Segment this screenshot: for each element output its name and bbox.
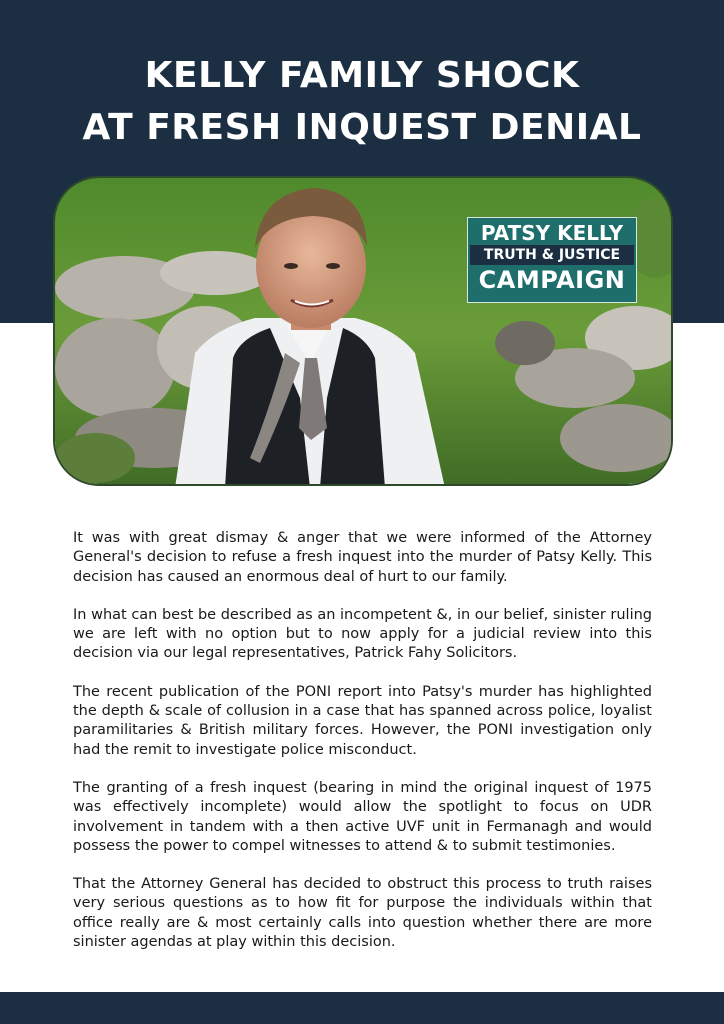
statement-body [73, 529, 652, 971]
headline-line-1: KELLY FAMILY SHOCK [144, 55, 580, 96]
campaign-logo-line-3: CAMPAIGN [478, 266, 626, 294]
paragraph: The recent publication of the PONI report into Patsy's murder has highlighted the depth & scale of collusion in a case that has spanned across police, loyalist paramilitaries & British military forces. However, the PONI investigation only had the remit to investigate police misconduct. [73, 683, 652, 758]
headline [0, 50, 724, 154]
paragraph: That the Attorney General has decided to obstruct this process to truth raises very serious questions as to how fit for purpose the individuals within that office really are & most certainly calls into question whether there are more sinister agendas at play within this decision. [73, 876, 652, 951]
paragraph: In what can best be described as an incompetent &, in our belief, sinister ruling we are left with no option but to now apply for a judicial review into this decision via our legal representatives, Patrick Fahy Solicitors. [73, 606, 652, 662]
campaign-logo [467, 217, 637, 303]
campaign-logo-line-1: PATSY KELLY [480, 221, 624, 245]
campaign-logo-line-2: TRUTH & JUSTICE [470, 245, 634, 265]
footer-band [0, 992, 724, 1024]
headline-line-2: AT FRESH INQUEST DENIAL [82, 107, 642, 148]
paragraph: It was with great dismay & anger that we were informed of the Attorney General's decision to refuse a fresh inquest into the murder of Patsy Kelly. This decision has caused an enormous deal of hurt to our family. [73, 530, 652, 585]
paragraph: The granting of a fresh inquest (bearing in mind the original inquest of 1975 was effectively incomplete) would allow the spotlight to focus on UDR involvement in tandem with a then active UVF unit in Fermanagh and would possess the power to compel witnesses to attend & to submit testimonies. [73, 779, 652, 854]
